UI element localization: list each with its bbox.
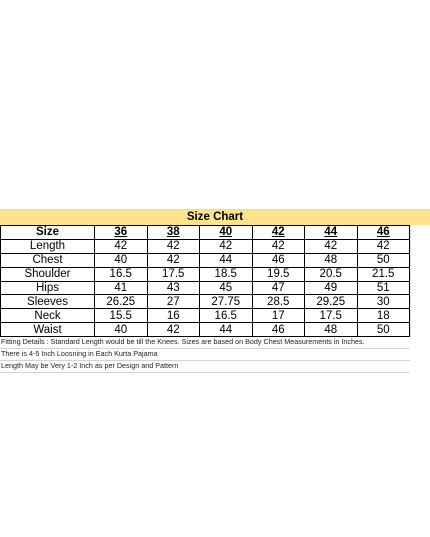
table-cell: 46 <box>252 253 305 267</box>
table-cell: 48 <box>305 253 358 267</box>
table-cell: 44 <box>200 253 253 267</box>
table-cell: 50 <box>357 323 410 337</box>
size-column-value: 38 <box>166 226 180 239</box>
table-cell: 27 <box>147 295 200 309</box>
note-loosening: There is 4-5 Inch Loosning in Each Kurta Pajama <box>0 349 410 361</box>
table-cell: 29.25 <box>305 295 358 309</box>
table-cell: 40 <box>95 253 148 267</box>
table-cell: 48 <box>305 323 358 337</box>
notes-section <box>0 337 410 372</box>
table-row <box>1 281 410 295</box>
table-cell: 46 <box>252 323 305 337</box>
table-cell: 17 <box>252 309 305 323</box>
table-cell: 50 <box>357 253 410 267</box>
table-cell: 42 <box>147 239 200 253</box>
table-cell: 42 <box>252 239 305 253</box>
table-cell: 42 <box>147 323 200 337</box>
measurement-label: Length <box>1 239 95 253</box>
table-cell: 42 <box>305 239 358 253</box>
note-fitting-details: Fitting Details : Standard Length would be till the Knees. Sizes are based on Body Chest Measurements in Inches. <box>0 337 410 349</box>
measurement-label: Chest <box>1 253 95 267</box>
table-cell: 15.5 <box>95 309 148 323</box>
table-cell: 16.5 <box>95 267 148 281</box>
table-cell: 21.5 <box>357 267 410 281</box>
size-column-value: 46 <box>376 226 390 239</box>
note-length-variance: Length May be Very 1-2 Inch as per Design and Pattern <box>0 361 410 373</box>
size-column-value: 42 <box>271 226 285 239</box>
size-table-wrap <box>0 225 410 337</box>
size-chart-sheet <box>0 209 430 373</box>
size-column-header <box>305 226 358 240</box>
size-column-value: 40 <box>219 226 233 239</box>
size-column-header <box>252 226 305 240</box>
table-cell: 42 <box>147 253 200 267</box>
table-cell: 51 <box>357 281 410 295</box>
measurement-label: Waist <box>1 323 95 337</box>
table-row <box>1 323 410 337</box>
table-row <box>1 309 410 323</box>
table-row <box>1 239 410 253</box>
table-cell: 41 <box>95 281 148 295</box>
table-cell: 42 <box>95 239 148 253</box>
table-cell: 17.5 <box>147 267 200 281</box>
size-column-value: 36 <box>114 226 128 239</box>
size-column-value: 44 <box>324 226 338 239</box>
measurement-label: Neck <box>1 309 95 323</box>
table-cell: 27.75 <box>200 295 253 309</box>
size-table <box>0 225 410 337</box>
measurement-label: Shoulder <box>1 267 95 281</box>
table-cell: 44 <box>200 323 253 337</box>
table-cell: 20.5 <box>305 267 358 281</box>
table-row <box>1 267 410 281</box>
table-row <box>1 253 410 267</box>
size-chart-title: Size Chart <box>0 209 430 225</box>
spreadsheet-grid-edge <box>410 225 430 337</box>
table-cell: 17.5 <box>305 309 358 323</box>
table-row <box>1 295 410 309</box>
table-cell: 16 <box>147 309 200 323</box>
size-column-header <box>357 226 410 240</box>
measurement-label: Hips <box>1 281 95 295</box>
table-cell: 40 <box>95 323 148 337</box>
table-cell: 42 <box>200 239 253 253</box>
table-cell: 28.5 <box>252 295 305 309</box>
table-cell: 42 <box>357 239 410 253</box>
size-header-label: Size <box>1 226 95 240</box>
table-cell: 49 <box>305 281 358 295</box>
table-cell: 43 <box>147 281 200 295</box>
table-cell: 26.25 <box>95 295 148 309</box>
table-cell: 47 <box>252 281 305 295</box>
size-column-header <box>200 226 253 240</box>
table-cell: 18 <box>357 309 410 323</box>
table-cell: 45 <box>200 281 253 295</box>
table-cell: 16.5 <box>200 309 253 323</box>
measurement-label: Sleeves <box>1 295 95 309</box>
size-header-row <box>1 226 410 240</box>
size-column-header <box>95 226 148 240</box>
size-column-header <box>147 226 200 240</box>
table-cell: 19.5 <box>252 267 305 281</box>
table-cell: 30 <box>357 295 410 309</box>
table-cell: 18.5 <box>200 267 253 281</box>
